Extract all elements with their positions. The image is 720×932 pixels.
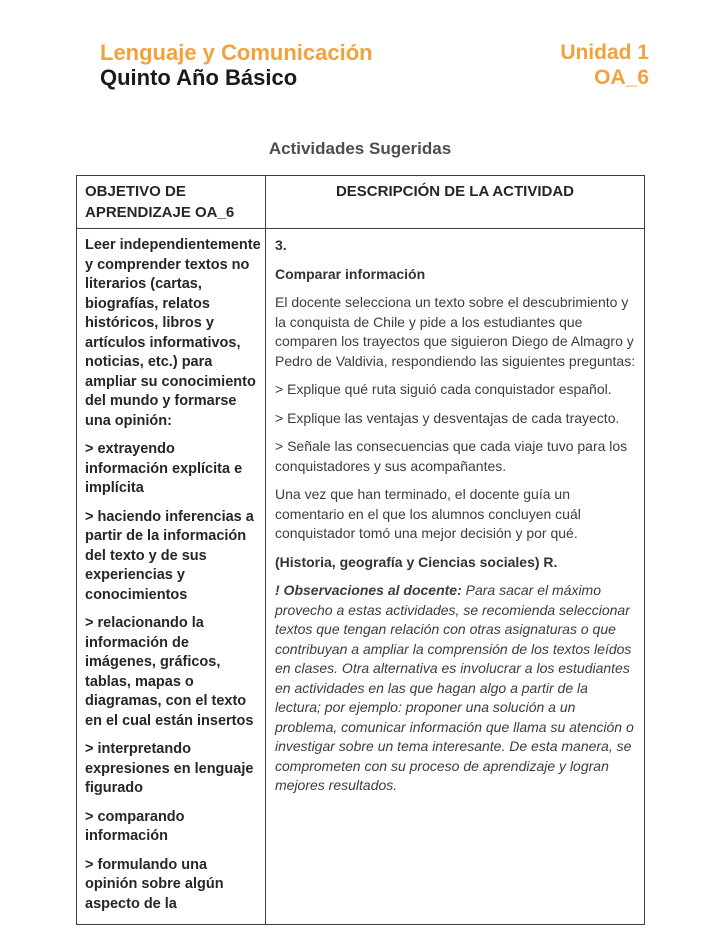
objective-bullet-6: > formulando una opinión sobre algún aspecto de la — [85, 856, 224, 912]
activity-cell — [266, 229, 645, 925]
page-title: Actividades Sugeridas — [268, 139, 452, 158]
activities-table-header — [77, 176, 645, 229]
objective-bullet-5: > comparando información — [85, 808, 185, 844]
activities-table — [76, 175, 645, 925]
unit-label: Unidad 1 — [560, 41, 649, 64]
activity-question-2: > Explique las ventajas y desventajas de cada trayecto. — [275, 409, 620, 426]
objective-bullet-1: > extrayendo información explícita e implícita — [85, 441, 243, 496]
document-header — [100, 40, 649, 90]
activity-subjects-note: (Historia, geografía y Ciencias sociales) R. — [275, 553, 558, 570]
activity-paragraph-2: Una vez que han terminado, el docente guía un comentario en el que los alumnos concluyen cuál conquistador tomó una mejor decisión y por qué. — [275, 486, 581, 541]
observations-paragraph — [275, 581, 636, 796]
header-right — [560, 40, 649, 90]
activity-question-1: > Explique qué ruta siguió cada conquistador español. — [275, 381, 612, 397]
observations-label: ! Observaciones al docente: — [275, 582, 466, 598]
column-header-description: DESCRIPCIÓN DE LA ACTIVIDAD — [266, 176, 645, 229]
observations-text: Para sacar el máximo provecho a estas actividades, se recomienda seleccionar textos que tengan relación con otras asignaturas o que contribuyan a ampliar la comprensión de los textos leídos en clases. Otra alternativa es involucrar a los estudiantes en actividades en las que hagan algo a partir de la lectura; por ejemplo: proponer una solución a un problema, comunicar información que llama su atención o investigar sobre un tema interesante. De esta manera, se comprometen con su proceso de aprendizaje y logran mejores resultados. — [275, 582, 634, 793]
activity-subtitle: Comparar información — [275, 265, 426, 282]
column-header-objective: OBJETIVO DE APRENDIZAJE OA_6 — [77, 176, 266, 229]
activity-paragraph-1: El docente selecciona un texto sobre el descubrimiento y la conquista de Chile y pide a los estudiantes que comparen los trayectos que siguieron Diego de Almagro y Pedro de Valdivia, respondiendo las siguientes preguntas: — [275, 294, 636, 369]
header-left — [100, 40, 373, 90]
activity-number: 3. — [275, 237, 287, 253]
subject-title: Lenguaje y Comunicación — [100, 40, 373, 65]
objective-cell — [77, 229, 266, 925]
objective-bullet-3: > relacionando la información de imágenes, gráficos, tablas, mapas o diagramas, con el texto en el cual están insertos — [85, 615, 254, 729]
objective-bullet-2: > haciendo inferencias a partir de la información del texto y de sus experiencias y conocimientos — [85, 508, 254, 603]
objective-bullet-4: > interpretando expresiones en lenguaje figurado — [85, 741, 254, 796]
table-body-row — [77, 229, 645, 925]
table-header-row — [77, 176, 645, 229]
oa-label: OA_6 — [594, 66, 649, 89]
activity-question-3: > Señale las consecuencias que cada viaje tuvo para los conquistadores y sus acompañantes. — [275, 438, 628, 474]
activities-table-body — [77, 229, 645, 925]
grade-title: Quinto Año Básico — [100, 65, 298, 90]
objective-intro: Leer independientemente y comprender textos no literarios (cartas, biografías, relatos históricos, libros y artículos informativos, noticias, etc.) para ampliar su conocimiento del mundo y formarse una opinión: — [85, 237, 261, 429]
